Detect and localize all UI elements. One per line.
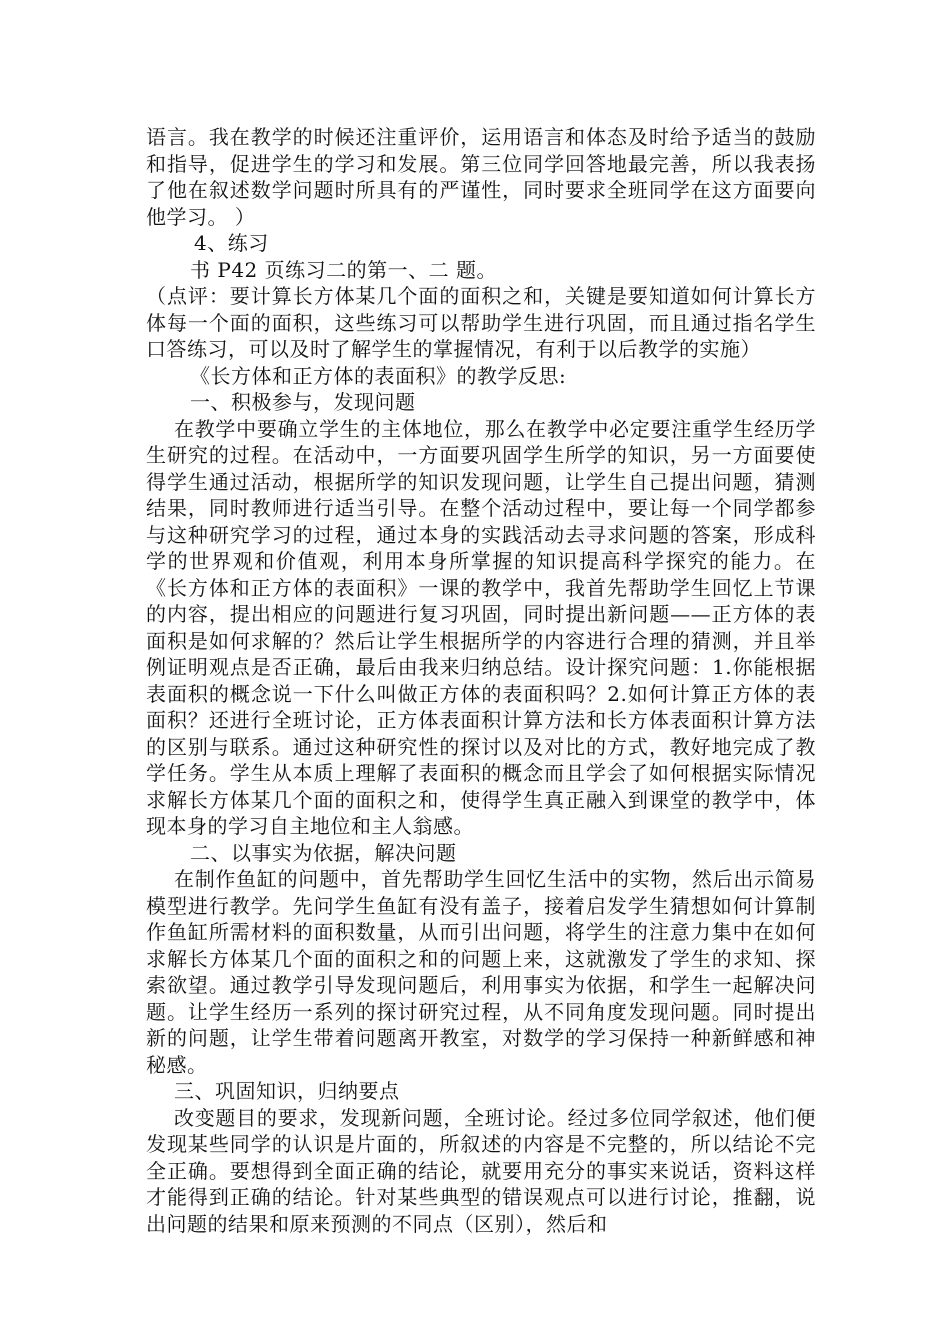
document-body [146, 124, 816, 1237]
paragraph-facts: 在制作鱼缸的问题中，首先帮助学生回忆生活中的实物，然后出示简易模型进行教学。先问学生鱼缸有没有盖子，接着启发学生猜想如何计算制作鱼缸所需材料的面积数量，从而引出问题，将学生的注意力集中在如何求解长方体某几个面的面积之和的问题上来，这就激发了学生的求知、探索欲望。通过教学引导发现问题后，利用事实为依据，和学生一起解决问题。让学生经历一系列的探讨研究过程，从不同角度发现问题。同时提出新的问题，让学生带着问题离开教室，对数学的学习保持一种新鲜感和神秘感。 [146, 867, 816, 1077]
paragraph-consolidate: 改变题目的要求，发现新问题，全班讨论。经过多位同学叙述，他们便发现某些同学的认识是片面的，所叙述的内容是不完整的，所以结论不完全正确。要想得到全面正确的结论，就要用充分的事实来说话，资料这样才能得到正确的结论。针对某些典型的错误观点可以进行讨论，推翻，说出问题的结果和原来预测的不同点（区别），然后和 [146, 1105, 816, 1236]
section-heading-consolidate: 三、巩固知识，归纳要点 [174, 1079, 400, 1103]
section-heading-practice: 4、练习 [194, 231, 269, 255]
paragraph-exercise-reference: 书 P42 页练习二的第一、二 题。 [190, 257, 497, 282]
paragraph-participate: 在教学中要确立学生的主体地位，那么在教学中必定要注重学生经历学生研究的过程。在活动中，一方面要巩固学生所学的知识，另一方面要使得学生通过活动，根据所学的知识发现问题，让学生自己提出问题，猜测结果，同时教师进行适当引导。在整个活动过程中，要让每一个同学都参与这种研究学习的过程，通过本身的实践活动去寻求问题的答案，形成科学的世界观和价值观，利用本身所掌握的知识提高科学探究的能力。在《长方体和正方体的表面积》一课的教学中，我首先帮助学生回忆上节课的内容，提出相应的问题进行复习巩固，同时提出新问题——正方体的表面积是如何求解的？然后让学生根据所学的内容进行合理的猜测，并且举例证明观点是否正确，最后由我来归纳总结。设计探究问题：1.你能根据表面积的概念说一下什么叫做正方体的表面积吗？2.如何计算正方体的表面积？还进行全班讨论，正方体表面积计算方法和长方体表面积计算方法的区别与联系。通过这种研究性的探讨以及对比的方式，教好地完成了教学任务。学生从本质上理解了表面积的概念而且学会了如何根据实际情况求解长方体某几个面的面积之和，使得学生真正融入到课堂的教学中，体现本身的学习自主地位和主人翁感。 [146, 416, 816, 838]
section-heading-facts: 二、以事实为依据，解决问题 [190, 840, 457, 865]
paragraph-commentary: （点评：要计算长方体某几个面的面积之和，关键是要知道如何计算长方体每一个面的面积，这些练习可以帮助学生进行巩固，而且通过指名学生口答练习，可以及时了解学生的掌握情况，有利于以后教学的实施） [146, 284, 816, 361]
section-heading-participate: 一、积极参与，发现问题 [190, 390, 416, 414]
paragraph-praise-continued: 语言。我在教学的时候还注重评价，运用语言和体态及时给予适当的鼓励和指导，促进学生的学习和发展。第三位同学回答地最完善，所以我表扬了他在叙述数学问题时所具有的严谨性，同时要求全班同学在这方面要向他学习。 ） [146, 125, 816, 229]
reflection-title: 《长方体和正方体的表面积》的教学反思: [190, 363, 567, 388]
